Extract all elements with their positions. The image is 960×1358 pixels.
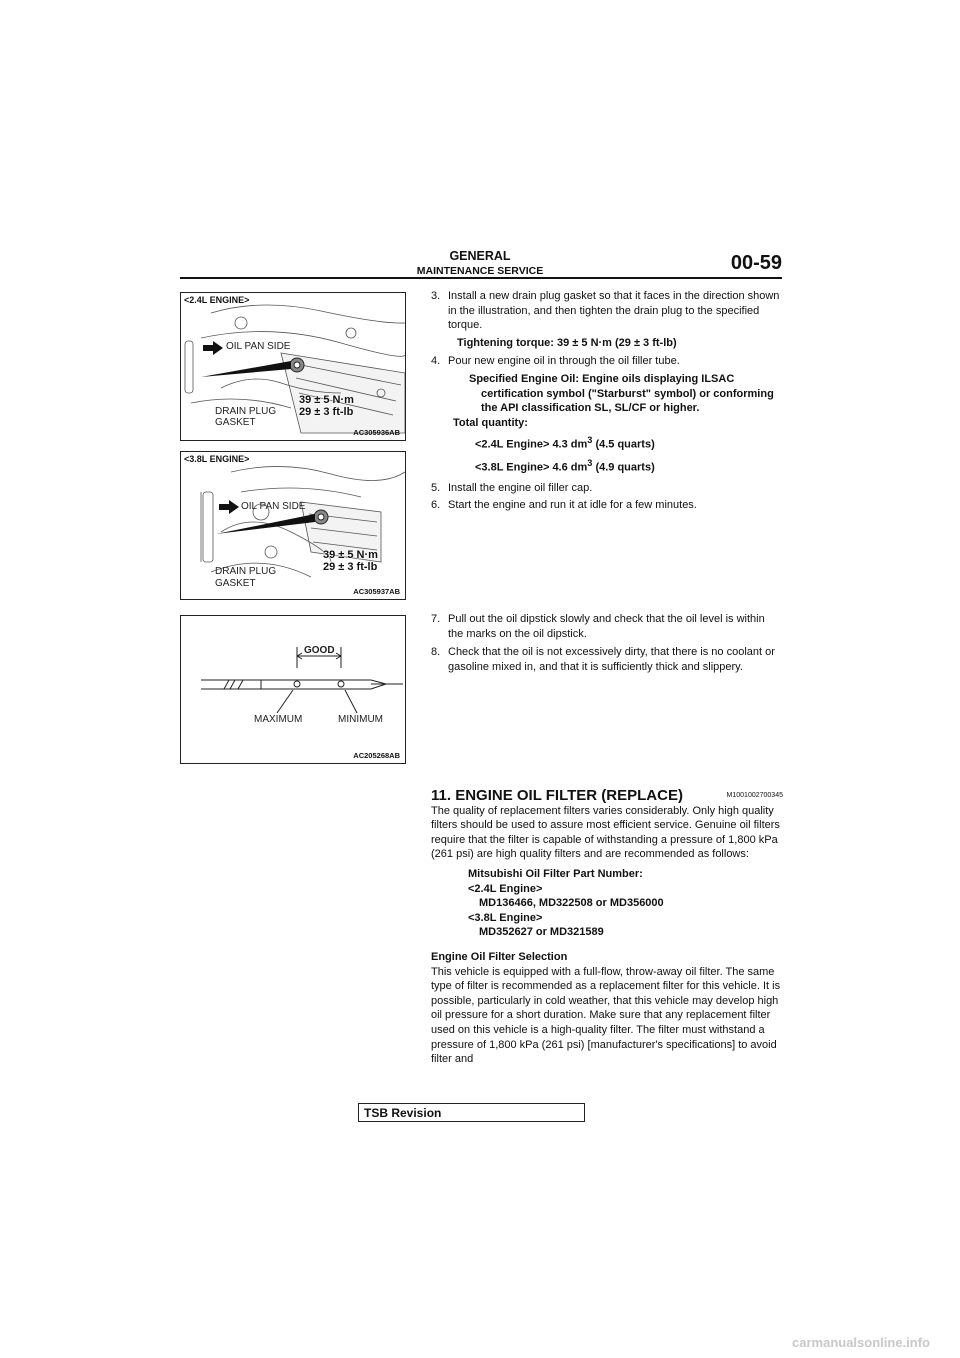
oil-spec: Specified Engine Oil: Engine oils displaying ILSAC certification symbol ("Starburst" symbol) or conforming the API classification SL, SL/CF or higher. — [469, 372, 774, 415]
part-numbers-38l: MD352627 or MD321589 — [479, 926, 604, 939]
step-number: 3. — [431, 290, 441, 302]
engine-label: <2.4L ENGINE> — [184, 295, 250, 305]
step-number: 4. — [431, 355, 441, 368]
step-7 — [431, 612, 783, 641]
step-text: Install a new drain plug gasket so that it faces in the direction shown in the illustration, and then tighten the drain plug to the specified torque. — [448, 290, 780, 332]
engine-label: <3.8L ENGINE> — [184, 454, 250, 464]
torque-imperial: 29 ± 3 ft-lb — [323, 561, 378, 573]
part-label: DRAIN PLUG — [215, 406, 277, 417]
watermark: carmanualsonline.info — [792, 1335, 930, 1350]
section-heading-title: 11. ENGINE OIL FILTER (REPLACE) — [431, 787, 683, 804]
arrow-label: OIL PAN SIDE — [226, 341, 291, 352]
step-text: Pour new engine oil in through the oil filler tube. — [448, 355, 680, 368]
torque-metric: 39 ± 5 N·m — [323, 549, 378, 561]
figure-code: AC305936AB — [353, 428, 400, 437]
minimum-label: MINIMUM — [338, 714, 383, 725]
step-8 — [431, 645, 783, 674]
selection-text: This vehicle is equipped with a full-flow, throw-away oil filter. The same type of filter is recommended as a replacement filter for this vehicle. It is possible, particularly in cold weather, that this vehicle may develop high oil pressure for a short duration. Make sure that any replacement filter used on this vehicle is a high-quality filter. The filter must withstand a pressure of 1,800 kPa (261 psi) [manufacturer's specifications] to avoid filter and — [431, 965, 781, 1066]
section-heading — [431, 789, 783, 804]
section-heading-code: M1001002700345 — [726, 792, 783, 799]
figure-38l-drain-plug — [180, 451, 406, 600]
step-text: Install the engine oil filler cap. — [448, 481, 593, 494]
step-4 — [431, 354, 783, 369]
part-label: GASKET — [215, 578, 256, 589]
step-number: 8. — [431, 646, 441, 659]
arrow-label: OIL PAN SIDE — [241, 501, 306, 512]
part-number-heading: Mitsubishi Oil Filter Part Number: — [468, 867, 643, 880]
step-text: Check that the oil is not excessively dirty, that there is no coolant or gasoline mixed in, and that it is sufficiently thick and slippery. — [448, 646, 775, 673]
total-quantity-label: Total quantity: — [453, 416, 528, 429]
part-numbers-24l: MD136466, MD322508 or MD356000 — [479, 897, 664, 910]
figure-code: AC205268AB — [353, 751, 400, 760]
tsb-revision-box: TSB Revision — [358, 1103, 585, 1122]
step-text: Start the engine and run it at idle for a few minutes. — [448, 499, 697, 512]
part-label: GASKET — [215, 417, 256, 428]
step-3 — [431, 289, 783, 333]
selection-heading: Engine Oil Filter Selection — [431, 950, 568, 963]
subsection-title: MAINTENANCE SERVICE — [416, 265, 544, 277]
quantity-38l: <3.8L Engine> 4.6 $dm^3$ (4.9 quarts) — [475, 457, 655, 474]
quantity-24l: <2.4L Engine> 4.3 $dm^3$ (4.5 quarts) — [475, 435, 655, 451]
step-5 — [431, 481, 783, 496]
steps-block-2 — [431, 612, 783, 674]
step-6 — [431, 498, 783, 513]
figure-code: AC305937AB — [353, 587, 400, 596]
torque-imperial: 29 ± 3 ft-lb — [299, 406, 354, 418]
header-rule — [180, 277, 782, 279]
dipstick-illustration — [181, 616, 405, 763]
step-number: 7. — [431, 613, 441, 625]
step-text: Pull out the oil dipstick slowly and check that the oil level is within the marks on the oil dipstick. — [448, 613, 765, 640]
part-engine-24l: <2.4L Engine> — [468, 882, 543, 895]
section-title: GENERAL — [449, 249, 511, 263]
section-11 — [431, 789, 783, 1067]
page-number: 00-59 — [730, 252, 782, 274]
filter-intro: The quality of replacement filters varies considerably. Only high quality filters should be used to assure most efficient service. Genuine oil filters require that the filter is capable of withstanding a pressure of 1,800 kPa (261 psi) are high quality filters and are recommended as follows: — [431, 804, 780, 861]
torque-spec: Tightening torque: 39 ± 5 N·m (29 ± 3 ft-lb) — [457, 336, 677, 349]
step-number: 5. — [431, 481, 441, 494]
steps-block-1 — [431, 289, 783, 513]
figure-24l-drain-plug — [180, 292, 406, 441]
arrow-icon — [219, 500, 239, 514]
maximum-label: MAXIMUM — [254, 714, 303, 725]
figure-dipstick — [180, 615, 406, 764]
good-label: GOOD — [304, 645, 335, 656]
step-number: 6. — [431, 499, 441, 512]
part-label: DRAIN PLUG — [215, 566, 277, 577]
torque-metric: 39 ± 5 N·m — [299, 394, 354, 406]
arrow-icon — [203, 341, 223, 355]
part-engine-38l: <3.8L Engine> — [468, 911, 543, 924]
